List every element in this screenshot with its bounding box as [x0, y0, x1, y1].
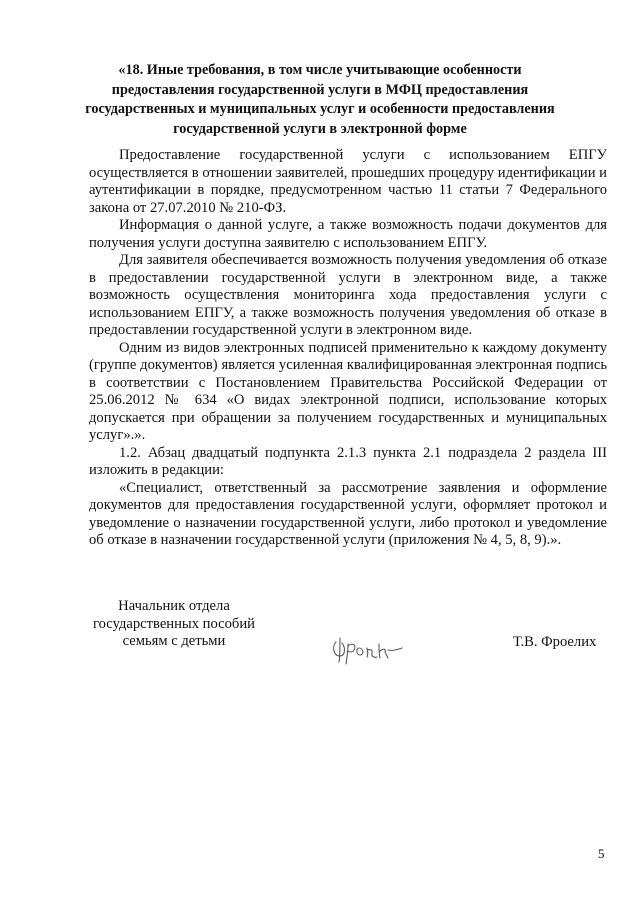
paragraph-epgu-access: Предоставление государственной услуги с использованием ЕПГУ осуществляется в отношении заявителей, прошедших процедуру идентификации и аутентификации в порядке, предусмотренном частью 11 статьи 7 Федерального закона от 27.07.2010 № 210-ФЗ. [89, 147, 607, 216]
paragraph-notification: Для заявителя обеспечивается возможность получения уведомления об отказе в предоставлении государственной услуги в электронном виде, а также возможность осуществления мониторинга хода предоставления услуги с использованием ЕПГУ, а также возможность получения уведомления об отказе в предоставлении государственной услуги в электронном виде. [89, 252, 607, 338]
page-number: 5 [598, 846, 605, 861]
position-line: семьям с детьми [122, 633, 226, 649]
paragraph-specialist: «Специалист, ответственный за рассмотрение заявления и оформление документов для предоставления государственной услуги, оформляет протокол и уведомление о назначении государственной услуги, либо протокол и уведомление об отказе в назначении государственной услуги (приложения № 4, 5, 8, 9).». [89, 479, 607, 548]
position-line: Начальник отдела [118, 598, 230, 614]
signatory-position [89, 598, 259, 651]
paragraph-service-info: Информация о данной услуге, а также возможность подачи документов для получения услуги доступна заявителю с использованием ЕПГУ. [89, 217, 607, 251]
section-heading: «18. Иные требования, в том числе учитывающие особенности предоставления государственной услуги в МФЦ предоставления государственных и муниципальных услуг и особенности предоставления государственной услуги в электронной форме [85, 62, 555, 137]
signatory-name: Т.В. Фроелих [513, 634, 597, 650]
body-text [89, 147, 607, 550]
paragraph-electronic-signature: Одним из видов электронных подписей применительно к каждому документу (группе документов) является усиленная квалифицированная электронная подпись в соответствии с Постановлением Правительства Российской Федерации от 25.06.2012 № 634 «О видах электронной подписи, использование которых допускается при обращении за получением государственных и муниципальных услуг».». [89, 339, 607, 443]
paragraph-amendment: 1.2. Абзац двадцатый подпункта 2.1.3 пункта 2.1 подраздела 2 раздела III изложить в редакции: [89, 444, 607, 478]
handwritten-signature [330, 628, 410, 668]
position-line: государственных пособий [93, 615, 255, 632]
